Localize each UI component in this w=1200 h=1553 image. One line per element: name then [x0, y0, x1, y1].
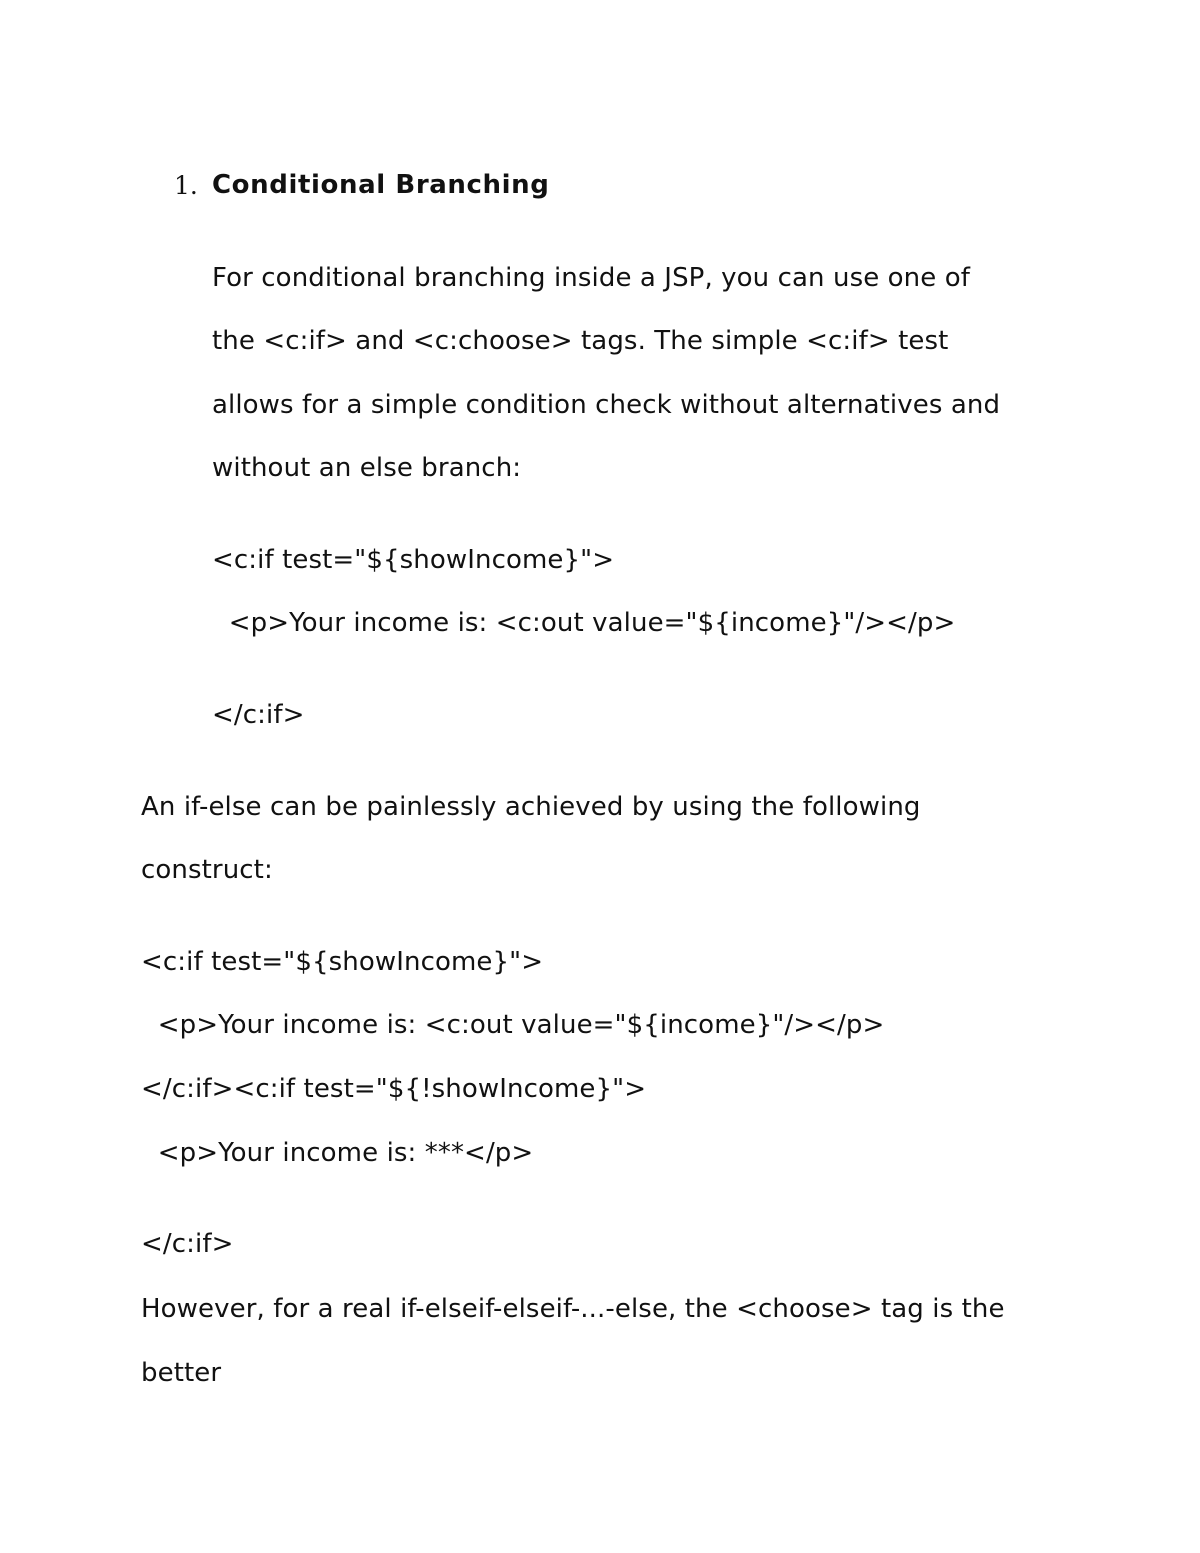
code-line: <p>Your income is: <c:out value="${income}"/></p> [212, 608, 956, 638]
intro-line: For conditional branching inside a JSP, you can use one of [212, 263, 970, 293]
body-line: better [141, 1358, 222, 1388]
code-line: </c:if><c:if test="${!showIncome}"> [141, 1074, 647, 1104]
section-heading: Conditional Branching [212, 170, 550, 200]
code-line: <p>Your income is: <c:out value="${income}"/></p> [141, 1010, 885, 1040]
intro-line: the <c:if> and <c:choose> tags. The simple <c:if> test [212, 326, 949, 356]
code-line: <p>Your income is: ***</p> [141, 1138, 534, 1168]
body-line: An if-else can be painlessly achieved by using the following [141, 792, 921, 822]
code-line: <c:if test="${showIncome}"> [212, 545, 615, 575]
body-line: construct: [141, 855, 273, 885]
body-line: However, for a real if-elseif-elseif-...-else, the <choose> tag is the [141, 1294, 1005, 1324]
intro-line: allows for a simple condition check without alternatives and [212, 390, 1001, 420]
list-number: 1. [174, 171, 198, 200]
intro-line: without an else branch: [212, 453, 522, 483]
code-line: </c:if> [141, 1229, 234, 1259]
code-line: <c:if test="${showIncome}"> [141, 947, 544, 977]
code-line: </c:if> [212, 700, 305, 730]
